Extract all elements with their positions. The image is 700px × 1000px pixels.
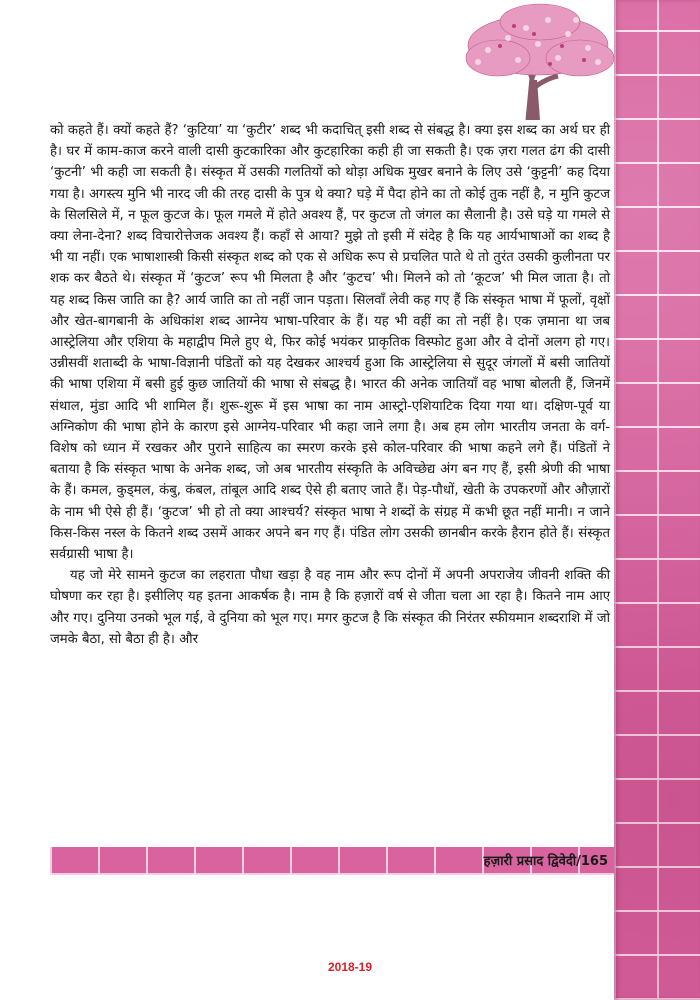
blossom-tree-icon [458, 0, 618, 120]
paragraph: को कहते हैं। क्यों कहते हैं? ‘कुटिया’ या ‘कुटीर’ शब्द भी कदाचित् इसी शब्द से संबद्ध है। क्या इस शब्द का अर्थ घर ही है। घर में काम-काज करने वाली दासी कुटकारिका और कुटहारिका कही ही जा सकती है। एक ज़रा गलत ढंग की दासी ‘कुटनी’ भी कही जा सकती है। संस्कृत में उसकी गलतियों को थोड़ा अधिक मुखर बनाने के लिए उसे ‘कुट्टनी’ कह दिया गया है। अगस्त्य मुनि भी नारद जी की तरह दासी के पुत्र थे क्या? घड़े में पैदा होने का तो कोई तुक नहीं है, न मुनि कुटज के सिलसिले में, न फूल कुटज के। फूल गमले में होते अवश्य हैं, पर कुटज तो जंगल का सैलानी है। उसे घड़े या गमले से क्या लेना-देना? शब्द विचारोत्तेजक अवश्य हैं। कहाँ से आया? मुझे तो इसी में संदेह है कि यह आर्यभाषाओं का शब्द है भी या नहीं। एक भाषाशास्त्री किसी संस्कृत शब्द को एक से अधिक रूप से प्रचलित पाते थे तो तुरंत उसकी कुलीनता पर शक कर बैठते थे। संस्कृत में ‘कुटज’ रूप भी मिलता है और ‘कुटच’ भी। मिलने को तो ‘कूटज’ भी मिल जाता है। तो यह शब्द किस जाति का है? आर्य जाति का तो नहीं जान पड़ता। सिलवाँ लेवी कह गए हैं कि संस्कृत भाषा में फूलों, वृक्षों और खेत-बागबानी के अधिकांश शब्द आग्नेय भाषा-परिवार के हैं। यह भी वहीं का तो नहीं है। एक ज़माना था जब आस्ट्रेलिया और एशिया के महाद्वीप मिले हुए थे, फिर कोई भयंकर प्राकृतिक विस्फोट हुआ और वे दोनों अलग हो गए। उन्नीसवीं शताब्दी के भाषा-विज्ञानी पंडितों को यह देखकर आश्चर्य हुआ कि आस्ट्रेलिया से सुदूर जंगलों में बसी जातियों की भाषा एशिया में बसी हुई कुछ जातियों की भाषा से संबद्ध है। भारत की अनेक जातियाँ वह भाषा बोलती हैं, जिनमें संथाल, मुंडा आदि भी शामिल हैं। शुरू-शुरू में इस भाषा का नाम आस्ट्रो-एशियाटिक दिया गया था। दक्षिण-पूर्व या अग्निकोण की भाषा होने के कारण इसे आग्नेय-परिवार भी कहा जाने लगा है। अब हम लोग भारतीय जनता के वर्ग-विशेष को ध्यान में रखकर और पुराने साहित्य का स्मरण करके इसे कोल-परिवार की भाषा कहने लगे हैं। पंडितों ने बताया है कि संस्कृत भाषा के अनेक शब्द, जो अब भारतीय संस्कृति के अविच्छेद्य अंग बन गए हैं, इसी श्रेणी की भाषा के हैं। कमल, कुड्मल, कंबु, कंबल, तांबूल आदि शब्द ऐसे ही बताए जाते हैं। पेड़-पौधों, खेती के उपकरणों और औज़ारों के नाम भी ऐसे ही हैं। ‘कुटज’ भी हो तो क्या आश्चर्य? संस्कृत भाषा ने शब्दों के संग्रह में कभी छूत नहीं मानी। न जाने किस-किस नस्ल के कितने शब्द उसमें आकर अपने बन गए हैं। पंडित लोग उसकी छानबीन करके हैरान होते हैं। संस्कृत सर्वग्रासी भाषा है। [50, 123, 610, 563]
paragraph: यह जो मेरे सामने कुटज का लहराता पौधा खड़ा है वह नाम और रूप दोनों में अपनी अपराजेय जीवनी शक्ति की घोषणा कर रहा है। इसीलिए यह इतना आकर्षक है। नाम है कि हज़ारों वर्ष से जीता चला आ रहा है। कितने नाम आए और गए। दुनिया उनको भूल गई, वे दुनिया को भूल गए। मगर कुटज है कि संस्कृत की निरंतर स्फीयमान शब्दराशि में जो जमके बैठा, सो बैठा ही है। और [50, 568, 610, 647]
footer-band [50, 847, 614, 875]
decorative-brick-wall [614, 0, 700, 1000]
author-page-label: हज़ारी प्रसाद द्विवेदी/165 [483, 854, 608, 869]
year-label: 2018-19 [327, 960, 373, 974]
body-text [50, 120, 610, 650]
